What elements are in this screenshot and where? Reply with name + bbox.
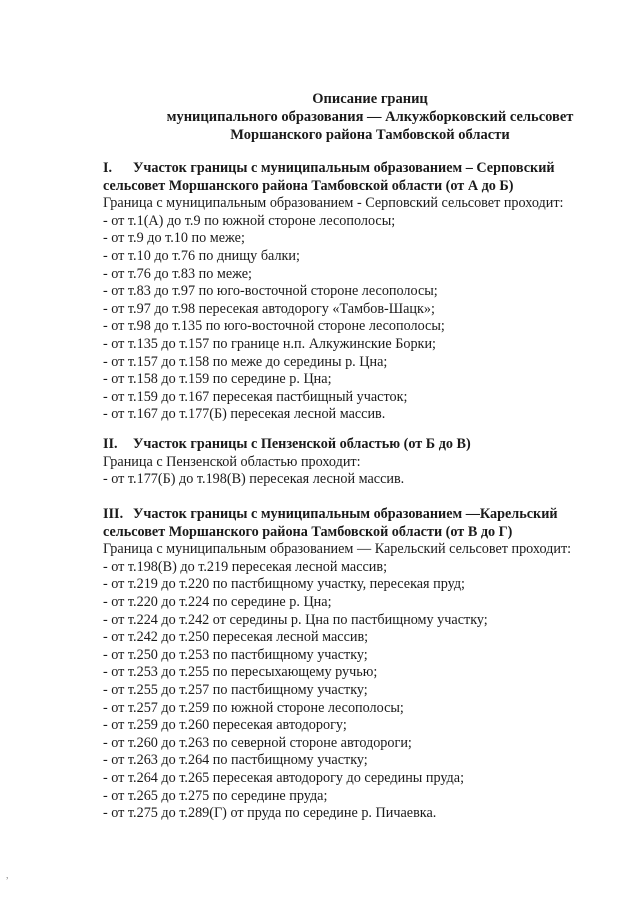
section-3-line: - от т.260 до т.263 по северной стороне автодороги; <box>103 734 412 751</box>
section-1-line: - от т.1(А) до т.9 по южной стороне лесополосы; <box>103 212 396 229</box>
section-3 <box>103 506 628 823</box>
section-1-line: - от т.10 до т.76 по днищу балки; <box>103 247 300 264</box>
section-1-line: - от т.167 до т.177(Б) пересекая лесной массив. <box>103 406 386 423</box>
section-1-line: - от т.97 до т.98 пересекая автодорогу «Тамбов-Шацк»; <box>103 300 435 317</box>
title-line-2: муниципального образования — Алкужборковский сельсовет <box>166 109 574 125</box>
section-1-heading-line-1: Участок границы с муниципальным образованием – Серповский <box>133 160 555 176</box>
section-3-line: - от т.198(В) до т.219 пересекая лесной массив; <box>103 558 388 575</box>
section-1 <box>103 160 628 424</box>
section-1-line: - от т.98 до т.135 по юго-восточной стороне лесополосы; <box>103 318 445 335</box>
section-1-heading <box>103 160 628 178</box>
document-title <box>100 90 640 144</box>
section-3-heading <box>103 506 628 524</box>
title-line-1: Описание границ <box>312 91 428 107</box>
section-3-line: - от т.265 до т.275 по середине пруда; <box>103 787 328 804</box>
section-3-line: - от т.219 до т.220 по пастбищному участку, пересекая пруд; <box>103 576 465 593</box>
section-3-line: Граница с муниципальным образованием — Карельский сельсовет проходит: <box>103 541 572 558</box>
section-1-line: - от т.158 до т.159 по середине р. Цна; <box>103 371 332 388</box>
section-1-number: I. <box>103 160 113 176</box>
section-2-line: - от т.177(Б) до т.198(В) пересекая лесной массив. <box>103 471 405 488</box>
section-1-line: - от т.157 до т.158 по меже до середины р. Цна; <box>103 353 388 370</box>
section-3-line: - от т.250 до т.253 по пастбищному участку; <box>103 646 368 663</box>
section-1-line: Граница с муниципальным образованием - Серповский сельсовет проходит: <box>103 195 564 212</box>
title-line-3: Моршанского района Тамбовской области <box>230 127 510 143</box>
section-3-line: - от т.253 до т.255 по пересыхающему ручью; <box>103 664 378 681</box>
section-1-line: - от т.83 до т.97 по юго-восточной стороне лесополосы; <box>103 283 438 300</box>
section-1-line: - от т.135 до т.157 по границе н.п. Алкужинские Борки; <box>103 335 436 352</box>
section-3-line: - от т.257 до т.259 по южной стороне лесополосы; <box>103 699 404 716</box>
section-3-heading-line-1: Участок границы с муниципальным образованием —Карельский <box>133 506 558 522</box>
section-3-heading-line-2: сельсовет Моршанского района Тамбовской области (от В до Г) <box>103 523 513 540</box>
section-1-line: - от т.9 до т.10 по меже; <box>103 230 245 247</box>
section-2-number: II. <box>103 436 118 452</box>
section-2-heading <box>103 436 628 454</box>
section-3-line: - от т.242 до т.250 пересекая лесной массив; <box>103 629 369 646</box>
section-3-line: - от т.259 до т.260 пересекая автодорогу; <box>103 717 347 734</box>
section-2 <box>103 436 628 489</box>
section-2-line: Граница с Пензенской областью проходит: <box>103 453 361 470</box>
section-1-line: - от т.76 до т.83 по меже; <box>103 265 252 282</box>
section-3-line: - от т.255 до т.257 по пастбищному участку; <box>103 681 368 698</box>
section-3-line: - от т.220 до т.224 по середине р. Цна; <box>103 593 332 610</box>
section-1-heading-line-2: сельсовет Моршанского района Тамбовской области (от А до Б) <box>103 177 514 194</box>
scan-speck: , <box>6 870 9 881</box>
section-3-line: - от т.275 до т.289(Г) от пруда по середине р. Пичаевка. <box>103 805 437 822</box>
section-3-line: - от т.264 до т.265 пересекая автодорогу до середины пруда; <box>103 769 465 786</box>
section-3-line: - от т.224 до т.242 от середины р. Цна по пастбищному участку; <box>103 611 488 628</box>
section-1-line: - от т.159 до т.167 пересекая пастбищный участок; <box>103 388 408 405</box>
section-3-line: - от т.263 до т.264 по пастбищному участку; <box>103 752 368 769</box>
section-3-number: III. <box>103 506 124 522</box>
section-2-heading-line-1: Участок границы с Пензенской областью (от Б до В) <box>133 436 471 452</box>
